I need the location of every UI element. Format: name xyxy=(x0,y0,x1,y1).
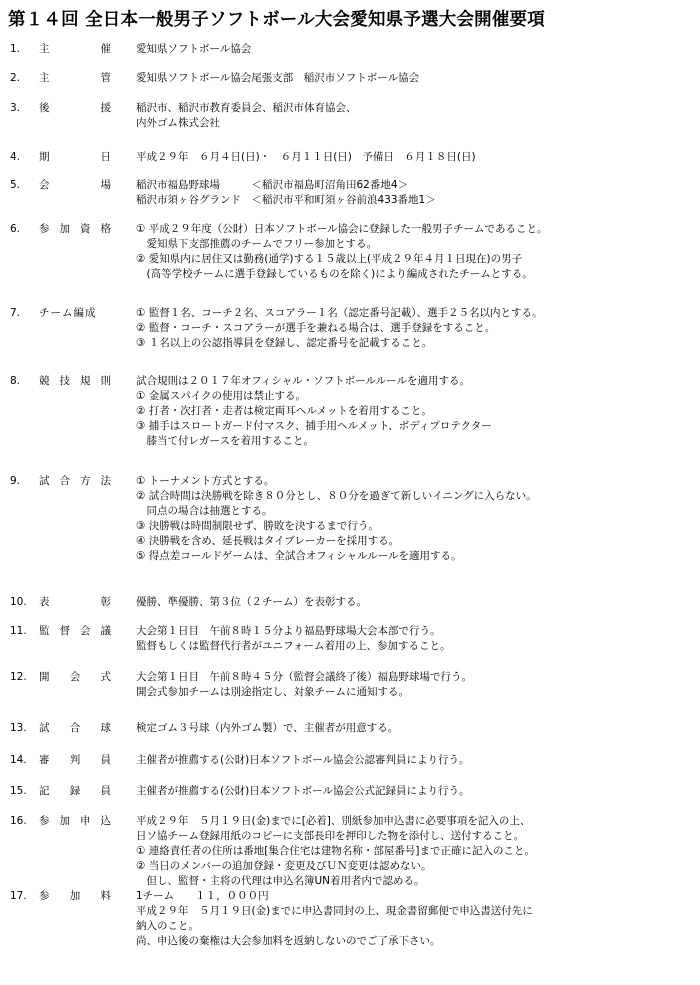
section-body xyxy=(136,374,698,449)
section-number: 1. xyxy=(10,43,21,55)
section-number: 13. xyxy=(10,722,27,734)
section-line: 開会式参加チームは別途指定し、対象チームに通知する。 xyxy=(136,686,409,698)
section-number: 16. xyxy=(10,815,27,827)
section-line: 愛知県ソフトボール協会 xyxy=(136,43,252,55)
section-number: 14. xyxy=(10,754,27,766)
section-body xyxy=(136,222,698,282)
section-label-char: 主 xyxy=(39,43,50,55)
section-label xyxy=(39,374,111,389)
section-label-char: 主 xyxy=(39,72,50,84)
section-label-char: 料 xyxy=(100,890,111,902)
section-label xyxy=(39,814,111,829)
section-body xyxy=(136,595,698,610)
section-number: 5. xyxy=(10,179,21,191)
section-body xyxy=(136,101,698,131)
section-label-char: 会 xyxy=(39,179,50,191)
section-label-char: 記 xyxy=(39,785,50,797)
section-number: 9. xyxy=(10,475,21,487)
section-label-char: 申 xyxy=(80,815,91,827)
section-line: ② 当日のメンバーの追加登録・変更及びＵＮ変更は認めない。 xyxy=(136,860,432,872)
section-body xyxy=(136,753,698,768)
section-body xyxy=(136,721,698,736)
section-label-char: 会 xyxy=(80,625,91,637)
section-label-char: 競 xyxy=(39,375,50,387)
section-line: ② 打者・次打者・走者は検定両耳ヘルメットを着用すること。 xyxy=(136,405,432,417)
section-label-char: ー xyxy=(50,307,62,319)
section-label-char: 則 xyxy=(100,375,111,387)
section-line: 尚、申込後の棄権は大会参加料を返納しないのでご了承下さい。 xyxy=(136,935,441,947)
section-number: 7. xyxy=(10,307,21,319)
section-line: 1チーム １１，０００円 xyxy=(136,890,269,902)
section-line: ① 平成２９年度（公財）日本ソフトボール協会に登録した一般男子チームであること。 xyxy=(136,223,548,235)
section-number: 11. xyxy=(10,625,27,637)
section-line: ③ １名以上の公認指導員を登録し、認定番号を記載すること。 xyxy=(136,337,433,349)
section-label-char: 法 xyxy=(100,475,111,487)
section-body xyxy=(136,42,698,57)
section-line: 主催者が推薦する(公財)日本ソフトボール協会公認審判員により行う。 xyxy=(136,754,470,766)
section-label xyxy=(39,753,111,768)
section-line: 主催者が推薦する(公財)日本ソフトボール協会公式記録員により行う。 xyxy=(136,785,470,797)
section-label-char: 督 xyxy=(59,625,70,637)
section-line: ② 愛知県内に居住又は勤務(通学)する１５歳以上(平成２９年４月１日現在)の男子 xyxy=(136,253,523,265)
section-label-char: 加 xyxy=(69,890,81,902)
section-label-char: 加 xyxy=(59,815,70,827)
section-label-char: 込 xyxy=(100,815,111,827)
section-number: 17. xyxy=(10,890,27,902)
section-label xyxy=(39,101,111,116)
section-line: ② 試合時間は決勝戦を除き８０分とし、８０分を過ぎて新しいイニングに入らない。 xyxy=(136,490,537,502)
section-label-char: 方 xyxy=(80,475,91,487)
section-label-char: 合 xyxy=(59,475,70,487)
document-title: 第１４回 全日本一般男子ソフトボール大会愛知県予選大会開催要項 xyxy=(8,10,545,30)
section-label-char: 審 xyxy=(39,754,50,766)
section-label-char: 参 xyxy=(39,223,50,235)
section-label-char: 判 xyxy=(69,754,81,766)
section-label-char: 員 xyxy=(100,785,111,797)
section-label-char: 開 xyxy=(39,671,50,683)
section-label xyxy=(39,178,111,193)
section-line: 平成２９年 ５月１９日(金)までに[必着]、別紙参加申込書に必要事項を記入の上、 xyxy=(136,815,531,827)
section-label xyxy=(39,150,111,165)
section-label-char: 参 xyxy=(39,890,50,902)
section-line: 納入のこと。 xyxy=(136,920,199,932)
section-line: 検定ゴム３号球（内外ゴム製）で、主催者が用意する。 xyxy=(136,722,399,734)
section-label-char: チ xyxy=(39,307,51,319)
section-label-char: 催 xyxy=(100,43,111,55)
section-label xyxy=(39,721,111,736)
section-line: ⑤ 得点差コールドゲームは、全試合オフィシャルルールを適用する。 xyxy=(136,550,462,562)
section-line: 愛知県下支部推薦のチームでフリー参加とする。 xyxy=(136,238,378,250)
section-body xyxy=(136,306,698,351)
section-body xyxy=(136,784,698,799)
section-label xyxy=(39,670,111,685)
section-line: ③ 捕手はスロートガード付マスク、捕手用ヘルメット、ボディプロテクター xyxy=(136,420,492,432)
section-label-char: 期 xyxy=(39,151,50,163)
section-body xyxy=(136,624,698,654)
section-line: 試合規則は２０１７年オフィシャル・ソフトボールルールを適用する。 xyxy=(136,375,470,387)
section-line: 監督もしくは監督代行者がユニフォーム着用の上、参加すること。 xyxy=(136,640,451,652)
section-label xyxy=(39,784,111,799)
section-label-char: 場 xyxy=(100,179,111,191)
section-label-char: 後 xyxy=(39,102,50,114)
section-label xyxy=(39,71,111,86)
section-line: 同点の場合は抽選とする。 xyxy=(136,505,273,517)
section-number: 8. xyxy=(10,375,21,387)
section-line: 日ソ協チーム登録用紙のコピーに支部長印を押印した物を添付し、送付すること。 xyxy=(136,830,525,842)
section-number: 10. xyxy=(10,596,27,608)
section-label-char: ム xyxy=(62,307,74,319)
section-label-char: 成 xyxy=(85,307,97,319)
section-label-char: 合 xyxy=(69,722,81,734)
section-body xyxy=(136,474,698,564)
section-label-char: 球 xyxy=(100,722,111,734)
section-body xyxy=(136,150,698,165)
section-label xyxy=(39,306,111,321)
section-label xyxy=(39,889,111,904)
section-line: 優勝、準優勝、第３位（２チーム）を表彰する。 xyxy=(136,596,367,608)
section-body xyxy=(136,814,698,889)
section-label-char: 彰 xyxy=(100,596,111,608)
section-label-char: 監 xyxy=(39,625,50,637)
section-label xyxy=(39,42,111,57)
section-label-char: 表 xyxy=(39,596,50,608)
section-line: ① 連絡責任者の住所は番地[集合住宅は建物名称・部屋番号]まで正確に記入のこと。 xyxy=(136,845,535,857)
section-body xyxy=(136,71,698,86)
section-line: 平成２９年 ５月１９日(金)までに申込書同封の上、現金書留郵便で申込書送付先に xyxy=(136,905,533,917)
section-line: 大会第１日目 午前８時１５分より福島野球場大会本部で行う。 xyxy=(136,625,441,637)
section-label xyxy=(39,222,111,237)
section-label-char: 格 xyxy=(100,223,111,235)
section-line: ③ 決勝戦は時間制限せず、勝敗を決するまで行う。 xyxy=(136,520,379,532)
section-line: 稲沢市福島野球場 ＜稲沢市福島町沼角田62番地4＞ xyxy=(136,179,409,191)
section-number: 3. xyxy=(10,102,21,114)
section-number: 4. xyxy=(10,151,21,163)
section-number: 12. xyxy=(10,671,27,683)
section-line: 但し、監督・主将の代理は申込名簿UN着用者内で認める。 xyxy=(136,875,425,887)
section-line: ④ 決勝戦を含め、延長戦はタイブレーカーを採用する。 xyxy=(136,535,400,547)
section-number: 6. xyxy=(10,223,21,235)
section-label xyxy=(39,595,111,610)
section-line: 膝当て付レガースを着用すること。 xyxy=(136,435,314,447)
section-line: 稲沢市、稲沢市教育委員会、稲沢市体育協会、 xyxy=(136,102,357,114)
section-label-char: 試 xyxy=(39,475,50,487)
section-line: (高等学校チームに選手登録しているものを除く)により編成されたチームとする。 xyxy=(136,268,533,280)
section-line: ① 監督１名、コーチ２名、スコアラー１名（認定番号記載）、選手２５名以内とする。 xyxy=(136,307,543,319)
section-label-char: 参 xyxy=(39,815,50,827)
section-label-char: 員 xyxy=(100,754,111,766)
section-label-char: 試 xyxy=(39,722,50,734)
section-body xyxy=(136,889,698,949)
section-label-char: 編 xyxy=(73,307,85,319)
section-label-char: 会 xyxy=(69,671,81,683)
section-line: 平成２９年 ６月４日(日)・ ６月１１日(日) 予備日 ６月１８日(日) xyxy=(136,151,476,163)
section-label-char: 式 xyxy=(100,671,111,683)
section-number: 2. xyxy=(10,72,21,84)
section-label-char: 援 xyxy=(100,102,111,114)
section-body xyxy=(136,178,698,208)
section-label xyxy=(39,474,111,489)
section-line: ② 監督・コーチ・スコアラーが選手を兼ねる場合は、選手登録をすること。 xyxy=(136,322,496,334)
section-body xyxy=(136,670,698,700)
section-line: 愛知県ソフトボール協会尾張支部 稲沢市ソフトボール協会 xyxy=(136,72,420,84)
section-label-char: 加 xyxy=(59,223,70,235)
section-line: 内外ゴム株式会社 xyxy=(136,117,220,129)
section-line: ① トーナメント方式とする。 xyxy=(136,475,275,487)
section-label-char: 規 xyxy=(80,375,91,387)
section-label-char: 日 xyxy=(100,151,111,163)
section-label-char: 録 xyxy=(69,785,81,797)
section-label-char: 議 xyxy=(100,625,111,637)
section-label-char: 技 xyxy=(59,375,70,387)
section-line: ① 金属スパイクの使用は禁止する。 xyxy=(136,390,307,402)
section-line: 稲沢市須ヶ谷グランド ＜稲沢市平和町須ヶ谷前浪433番地1＞ xyxy=(136,194,436,206)
section-label-char: 資 xyxy=(80,223,91,235)
section-label-char: 管 xyxy=(100,72,111,84)
section-line: 大会第１日目 午前８時４５分（監督会議終了後）福島野球場で行う。 xyxy=(136,671,472,683)
section-number: 15. xyxy=(10,785,27,797)
section-label xyxy=(39,624,111,639)
